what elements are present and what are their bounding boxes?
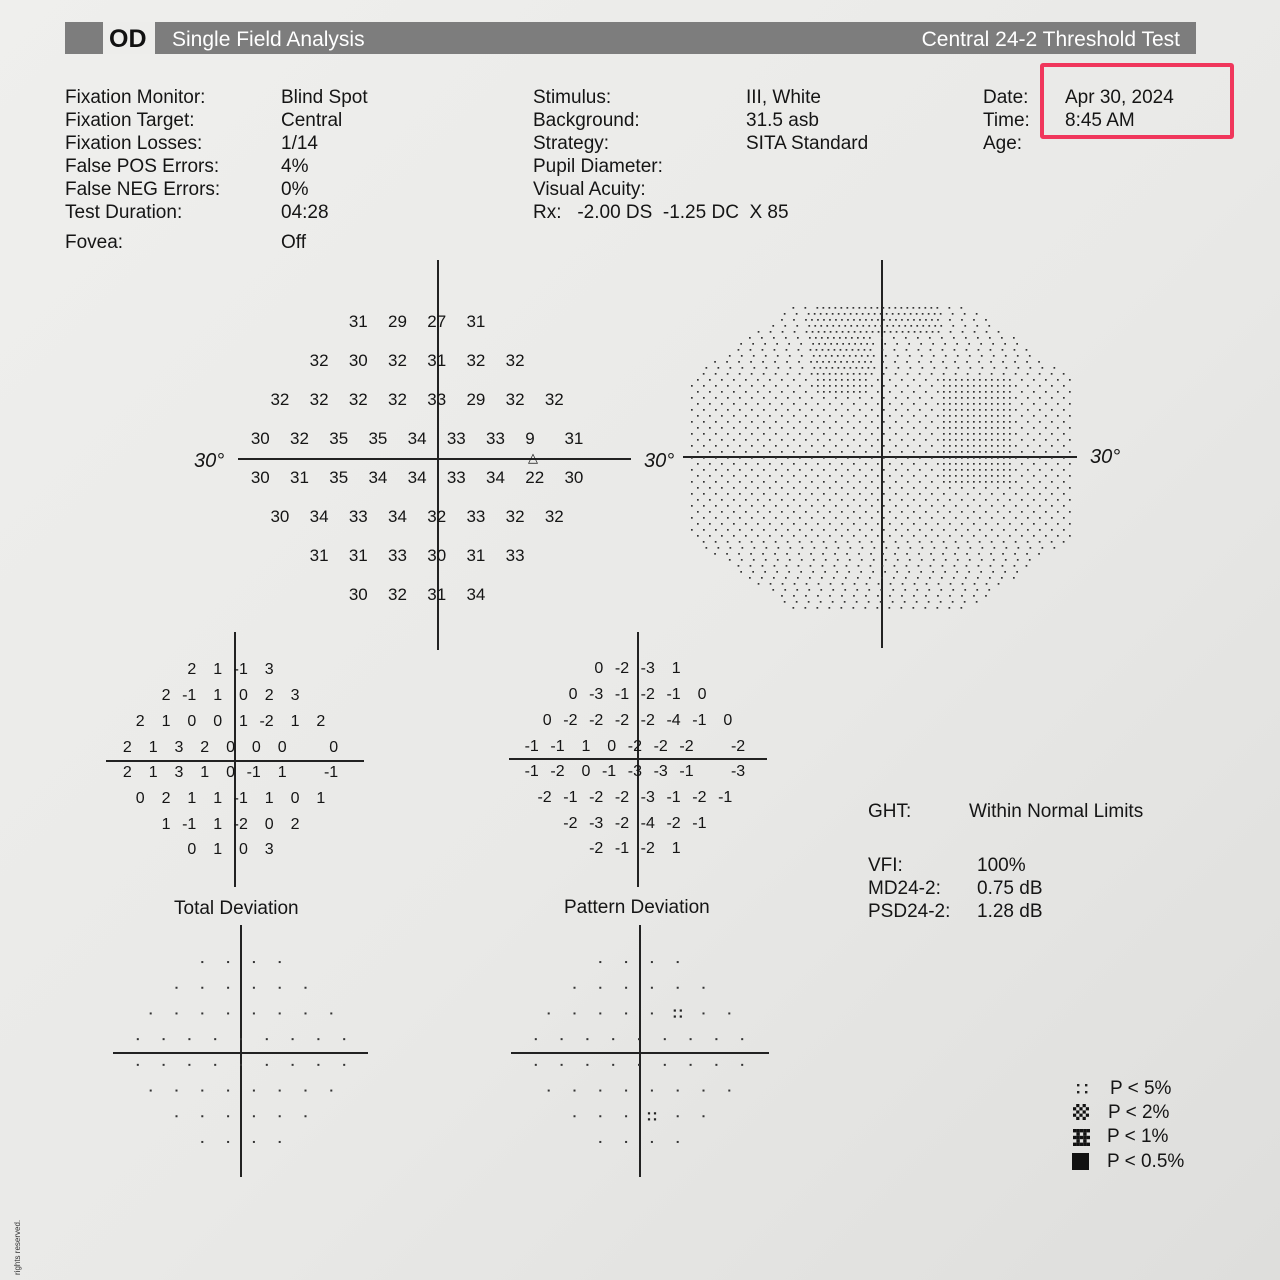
pd-value: -3: [589, 814, 604, 832]
td-value: 1: [213, 661, 223, 679]
pd-value: -4: [640, 814, 655, 832]
fixation-target-label: Fixation Target:: [65, 110, 195, 131]
td-value: -1: [323, 764, 339, 782]
threshold-value: 33: [446, 429, 466, 449]
td-value: 0: [251, 738, 261, 756]
legend-label-p5: P < 5%: [1110, 1078, 1172, 1099]
threshold-value: 29: [388, 312, 407, 332]
grayscale-axis-label-right: 30°: [1090, 446, 1121, 468]
td-value: 0: [187, 712, 197, 730]
threshold-value: 35: [329, 429, 349, 449]
td-value: 1: [239, 712, 248, 730]
test-duration-value: 04:28: [281, 202, 329, 223]
td-value: 1: [277, 764, 287, 782]
threshold-value: 32: [544, 390, 564, 410]
false-neg-label: False NEG Errors:: [65, 179, 221, 200]
pd-value: -1: [692, 711, 707, 729]
strategy-value: SITA Standard: [746, 133, 869, 154]
pd-value: -2: [614, 788, 630, 806]
psd-value: 1.28 dB: [977, 901, 1043, 922]
td-value: 3: [264, 661, 274, 679]
report-title: Single Field Analysis: [172, 28, 365, 51]
td-value: 2: [200, 738, 210, 756]
threshold-value: 33: [505, 546, 525, 566]
date-value: Apr 30, 2024: [1065, 87, 1174, 108]
threshold-value: 32: [388, 390, 407, 410]
pd-horizontal-axis: [509, 758, 767, 760]
threshold-value: 30: [348, 585, 368, 605]
pd-value: -1: [666, 686, 681, 704]
td-value: 1: [213, 789, 223, 807]
pd-value: -2: [627, 737, 642, 755]
threshold-value: 32: [388, 351, 407, 371]
grayscale-map: [683, 290, 1083, 620]
legend-symbol-p05: [1072, 1153, 1089, 1170]
info-col1-values: [281, 86, 368, 224]
pd-value: -2: [589, 711, 604, 729]
pd-value: 0: [581, 763, 591, 781]
fixation-monitor-label: Fixation Monitor:: [65, 87, 206, 108]
pd-value: -2: [640, 840, 655, 858]
eye-label: OD: [109, 25, 147, 53]
threshold-value: 34: [309, 507, 329, 527]
td-value: -2: [259, 712, 274, 730]
td-horizontal-axis: [106, 760, 364, 762]
background-value: 31.5 asb: [746, 110, 819, 131]
pd-value: -1: [524, 763, 539, 781]
pd-value: -1: [601, 763, 617, 781]
pd-value: -2: [589, 788, 604, 806]
threshold-value: 27: [427, 312, 447, 332]
threshold-value: 33: [388, 546, 407, 566]
td-value: 2: [264, 687, 274, 705]
ght-value: Within Normal Limits: [969, 801, 1144, 822]
pd-value: 0: [697, 686, 707, 704]
threshold-axis-label: 30°: [194, 450, 225, 472]
td-value: 3: [174, 764, 184, 782]
td-value: 0: [277, 738, 287, 756]
rx-value: -2.00 DS -1.25 DC X 85: [577, 202, 789, 223]
td-value: -1: [233, 661, 248, 679]
pd-value: -2: [614, 660, 630, 678]
threshold-value: 32: [348, 390, 368, 410]
pd-value: 0: [542, 711, 552, 729]
threshold-value: 31: [348, 312, 368, 332]
pd-value: -1: [524, 737, 539, 755]
threshold-value: 31: [348, 546, 368, 566]
td-value: 1: [200, 764, 210, 782]
td-value: -1: [233, 789, 248, 807]
threshold-value: 32: [505, 351, 525, 371]
fixation-losses-value: 1/14: [281, 133, 318, 154]
pd-value: -1: [666, 788, 681, 806]
threshold-value: 34: [407, 468, 427, 488]
threshold-value: 32: [290, 429, 309, 449]
td-value: -1: [182, 815, 197, 833]
pd-value: -2: [653, 737, 668, 755]
td-value: 2: [187, 661, 197, 679]
pd-value: -2: [692, 788, 707, 806]
td-value: 1: [161, 712, 171, 730]
pd-value: -3: [730, 763, 746, 781]
vfi-value: 100%: [977, 855, 1026, 876]
pd-value: 0: [568, 686, 578, 704]
threshold-value: 32: [505, 507, 525, 527]
visual-acuity-label: Visual Acuity:: [533, 179, 646, 200]
threshold-value: 9: [525, 429, 535, 449]
stimulus-label: Stimulus:: [533, 87, 612, 108]
td-value: 2: [290, 815, 300, 833]
threshold-value: 32: [466, 351, 486, 371]
stimulus-value: III, White: [746, 87, 821, 108]
td-value: 2: [122, 738, 132, 756]
td-value: 1: [148, 764, 158, 782]
date-highlight-box: [1040, 63, 1234, 139]
threshold-value: 32: [505, 390, 525, 410]
td-value: 2: [316, 712, 326, 730]
td-value: -1: [182, 687, 197, 705]
td-value: 2: [161, 789, 171, 807]
threshold-value: 32: [427, 507, 447, 527]
td-value: 2: [135, 712, 145, 730]
legend-symbol-p5: [1077, 1084, 1087, 1093]
threshold-value: 30: [564, 468, 584, 488]
pd-value: -2: [640, 686, 655, 704]
background-label: Background:: [533, 110, 640, 131]
threshold-value: 31: [309, 546, 329, 566]
time-value: 8:45 AM: [1065, 110, 1135, 131]
td-value: 1: [316, 789, 326, 807]
pd-value: -1: [614, 840, 630, 858]
threshold-horizontal-axis: [238, 458, 631, 460]
false-neg-value: 0%: [281, 179, 309, 200]
threshold-value: 29: [466, 390, 486, 410]
threshold-value: 32: [309, 351, 329, 371]
date-label: Date:: [983, 87, 1029, 108]
pd-value: -2: [563, 814, 578, 832]
td-value: 1: [213, 815, 223, 833]
td-value: 2: [122, 764, 132, 782]
td-value: 1: [213, 841, 223, 859]
threshold-value: 32: [388, 585, 407, 605]
info-col2-values: [746, 86, 868, 155]
threshold-value: 30: [250, 468, 270, 488]
pd-value: -2: [614, 814, 630, 832]
threshold-value: 35: [329, 468, 349, 488]
pd-value: 1: [671, 840, 681, 858]
threshold-value: 33: [427, 390, 447, 410]
td-value: 0: [329, 738, 339, 756]
legend-symbol-p1: [1073, 1129, 1090, 1146]
test-name: Central 24-2 Threshold Test: [921, 28, 1180, 51]
legend-label-p1: P < 1%: [1107, 1126, 1169, 1147]
threshold-value: 34: [368, 468, 388, 488]
pd-value: 0: [607, 737, 617, 755]
false-pos-value: 4%: [281, 156, 309, 177]
td-value: 0: [213, 712, 223, 730]
md-value: 0.75 dB: [977, 878, 1043, 899]
pd-value: -1: [550, 737, 565, 755]
td-value: 0: [239, 841, 248, 859]
legend-label-p05: P < 0.5%: [1107, 1151, 1185, 1172]
pd-value: -1: [614, 686, 630, 704]
threshold-value: 22: [525, 468, 545, 488]
td-value: 1: [148, 738, 158, 756]
fixation-target-value: Central: [281, 110, 343, 131]
td-value: -1: [246, 764, 261, 782]
td-value: 0: [290, 789, 300, 807]
threshold-value: 30: [250, 429, 270, 449]
legend-label-p2: P < 2%: [1108, 1102, 1170, 1123]
pattern-deviation-title: Pattern Deviation: [564, 897, 710, 918]
pd-value: 1: [581, 737, 591, 755]
threshold-value: 33: [446, 468, 466, 488]
threshold-value: 30: [270, 507, 290, 527]
md-label: MD24-2:: [868, 878, 941, 899]
td-value: 0: [135, 789, 145, 807]
threshold-value: 31: [564, 429, 584, 449]
legend-symbol-p2: [1073, 1104, 1089, 1120]
td-value: 0: [264, 815, 274, 833]
threshold-value: 30: [427, 546, 447, 566]
vfi-label: VFI:: [868, 855, 903, 876]
pd-value: 0: [723, 711, 733, 729]
td-value: -2: [233, 815, 248, 833]
pd-value: -2: [640, 711, 655, 729]
pd-value: -2: [537, 788, 552, 806]
td-value: 0: [187, 841, 197, 859]
total-deviation-probability-map: [113, 940, 373, 1160]
pd-value: -2: [563, 711, 578, 729]
psd-label: PSD24-2:: [868, 901, 951, 922]
pupil-diameter-label: Pupil Diameter:: [533, 156, 663, 177]
pd-value: -2: [730, 737, 746, 755]
threshold-value: 30: [348, 351, 368, 371]
fixation-monitor-value: Blind Spot: [281, 87, 368, 108]
td-value: 0: [239, 687, 248, 705]
threshold-value: 33: [348, 507, 368, 527]
td-value: 1: [264, 789, 274, 807]
pd-value: -4: [666, 711, 681, 729]
pd-value: 1: [671, 660, 681, 678]
pd-value: -2: [679, 737, 694, 755]
td-value: 0: [226, 764, 235, 782]
time-label: Time:: [983, 110, 1030, 131]
threshold-value: 34: [407, 429, 427, 449]
td-value: 0: [226, 738, 235, 756]
threshold-value: 34: [486, 468, 505, 488]
pd-value: -1: [679, 763, 694, 781]
threshold-value: 35: [368, 429, 388, 449]
pd-value: 0: [594, 660, 604, 678]
td-value: 1: [213, 687, 223, 705]
pd-value: -2: [589, 840, 604, 858]
pd-value: -3: [640, 660, 655, 678]
rx-label: Rx:: [533, 202, 562, 223]
td-value: 3: [290, 687, 300, 705]
pd-value: -3: [653, 763, 668, 781]
false-pos-label: False POS Errors:: [65, 156, 220, 177]
fovea-value: Off: [281, 232, 306, 253]
threshold-value: 32: [544, 507, 564, 527]
pd-value: -3: [589, 686, 604, 704]
td-value: 3: [174, 738, 184, 756]
threshold-value: 31: [290, 468, 309, 488]
total-deviation-title: Total Deviation: [174, 898, 299, 919]
grayscale-axis-label-left: 30°: [644, 450, 675, 472]
pd-value: -3: [640, 788, 655, 806]
age-label: Age:: [983, 133, 1023, 154]
pd-value: -2: [614, 711, 630, 729]
pd-value: -1: [563, 788, 578, 806]
pd-value: -1: [692, 814, 707, 832]
blind-spot-marker: △: [528, 450, 538, 465]
pd-value: -2: [550, 763, 565, 781]
pd-value: -2: [666, 814, 681, 832]
threshold-value: 34: [466, 585, 486, 605]
pd-value: -3: [627, 763, 642, 781]
td-value: 1: [290, 712, 300, 730]
threshold-value: 32: [270, 390, 290, 410]
td-value: 1: [161, 815, 171, 833]
threshold-value: 34: [388, 507, 407, 527]
threshold-value: 33: [486, 429, 505, 449]
info-col1-labels: [65, 86, 220, 224]
fovea-label: Fovea:: [65, 232, 124, 253]
test-duration-label: Test Duration:: [65, 202, 183, 223]
threshold-value: 32: [309, 390, 329, 410]
legend-symbols: [1068, 1078, 1094, 1174]
threshold-value: 31: [427, 585, 447, 605]
threshold-value: 31: [427, 351, 447, 371]
strategy-label: Strategy:: [533, 133, 610, 154]
copyright-margin-note: rights reserved.: [13, 1219, 22, 1275]
threshold-value: 33: [466, 507, 486, 527]
info-col3-labels: [983, 86, 1030, 155]
threshold-value: 31: [466, 546, 486, 566]
td-value: 2: [161, 687, 171, 705]
fixation-losses-label: Fixation Losses:: [65, 133, 203, 154]
ght-label: GHT:: [868, 801, 912, 822]
pd-value: -1: [718, 788, 733, 806]
td-value: 1: [187, 789, 197, 807]
pattern-deviation-probability-map: [511, 940, 771, 1160]
threshold-value: 31: [466, 312, 486, 332]
td-value: 3: [264, 841, 274, 859]
